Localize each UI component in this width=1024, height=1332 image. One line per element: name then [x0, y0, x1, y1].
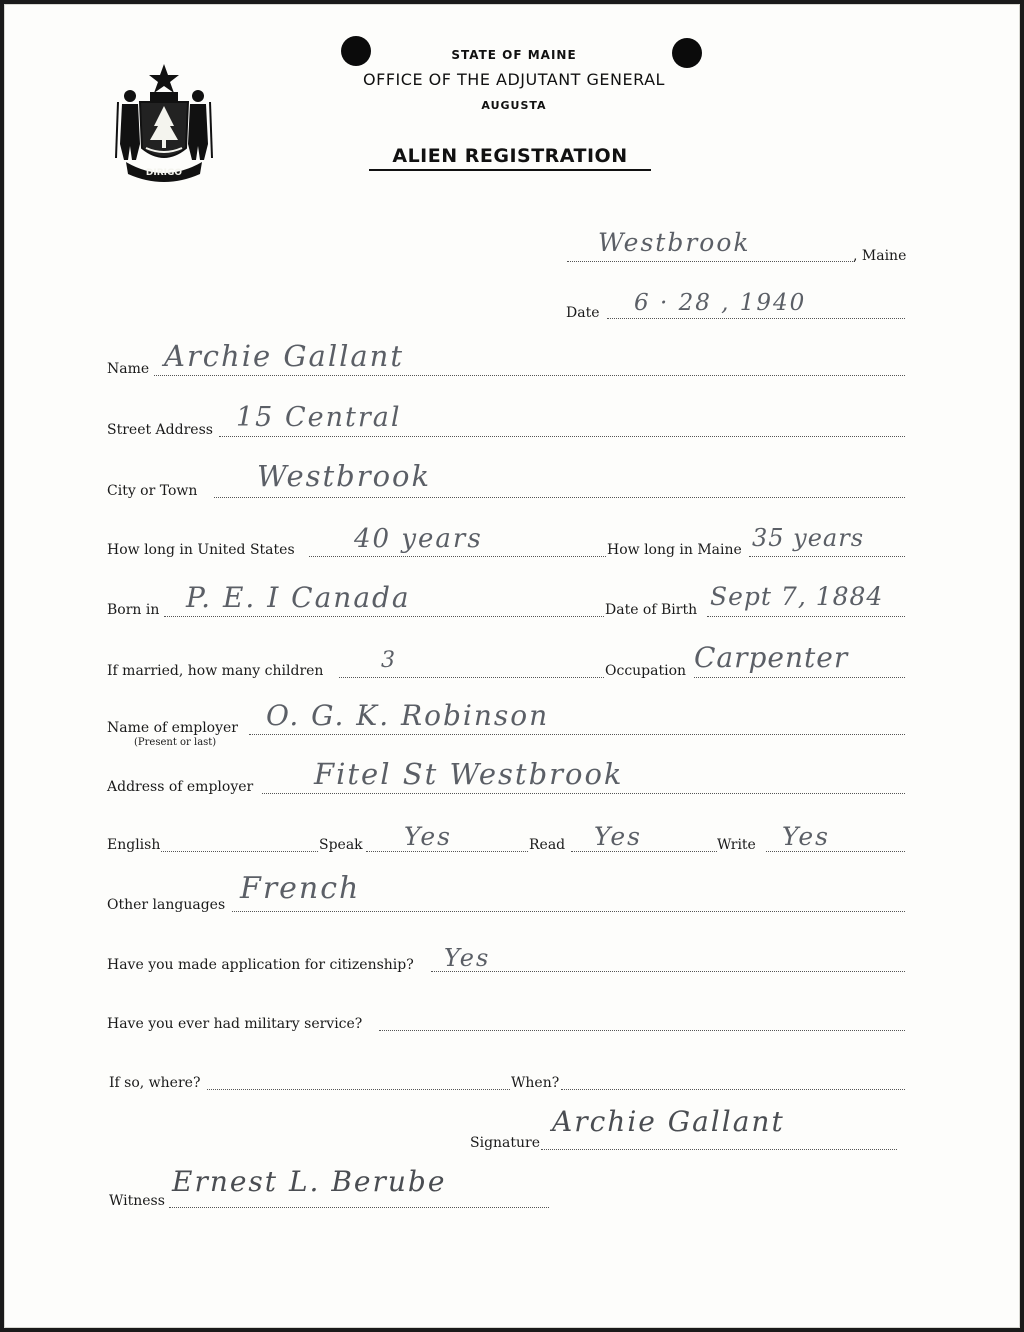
- children-line: [339, 677, 604, 678]
- employer-line: [249, 734, 905, 735]
- employer-label: Name of employer: [107, 720, 238, 736]
- city-value: Westbrook: [257, 459, 432, 493]
- read-value: Yes: [594, 822, 642, 851]
- children-label: If married, how many children: [107, 663, 324, 679]
- employer-address-line: [262, 793, 905, 794]
- dob-line: [707, 616, 905, 617]
- street-line: [219, 436, 905, 437]
- street-value: 15 Central: [236, 402, 402, 433]
- employer-address-label: Address of employer: [107, 779, 254, 795]
- other-languages-label: Other languages: [107, 897, 226, 913]
- name-value: Archie Gallant: [164, 339, 405, 373]
- occupation-label: Occupation: [605, 663, 687, 679]
- occupation-line: [694, 677, 905, 678]
- town-suffix: , Maine: [853, 248, 907, 264]
- citizenship-label: Have you made application for citizenship?: [107, 957, 414, 973]
- employer-address-value: Fitel St Westbrook: [314, 757, 624, 791]
- children-value: 3: [381, 648, 397, 673]
- signature-line: [541, 1149, 897, 1150]
- name-line: [154, 375, 905, 376]
- date-value: 6 · 28 , 1940: [634, 290, 807, 316]
- dob-label: Date of Birth: [605, 602, 698, 618]
- signature-value: Archie Gallant: [552, 1105, 785, 1138]
- speak-value: Yes: [404, 822, 452, 851]
- name-label: Name: [107, 361, 150, 377]
- street-label: Street Address: [107, 422, 213, 438]
- dob-value: Sept 7, 1884: [710, 582, 884, 611]
- when-label: When?: [511, 1075, 560, 1091]
- military-label: Have you ever had military service?: [107, 1016, 363, 1032]
- city-label: City or Town: [107, 483, 198, 499]
- maine-years-line: [749, 556, 905, 557]
- town-line: [567, 261, 855, 262]
- where-label: If so, where?: [109, 1075, 201, 1091]
- signature-label: Signature: [470, 1135, 541, 1151]
- born-label: Born in: [107, 602, 160, 618]
- other-languages-value: French: [240, 871, 361, 906]
- date-line: [607, 318, 905, 319]
- town-value: Westbrook: [598, 228, 751, 257]
- date-label: Date: [566, 305, 600, 321]
- witness-value: Ernest L. Berube: [172, 1165, 447, 1198]
- speak-label: Speak: [319, 837, 363, 853]
- employer-sublabel: (Present or last): [134, 737, 217, 748]
- occupation-value: Carpenter: [694, 641, 849, 674]
- read-line: [571, 851, 717, 852]
- speak-line: [366, 851, 528, 852]
- maine-years-value: 35 years: [752, 524, 865, 552]
- where-line: [207, 1089, 510, 1090]
- us-years-line: [309, 556, 606, 557]
- form-title: ALIEN REGISTRATION: [369, 145, 651, 171]
- state-heading: STATE OF MAINE: [451, 48, 577, 62]
- write-value: Yes: [782, 822, 830, 851]
- military-line: [379, 1030, 905, 1031]
- us-years-value: 40 years: [354, 524, 483, 554]
- english-line: [161, 851, 318, 852]
- english-label: English: [107, 837, 161, 853]
- office-heading: OFFICE OF THE ADJUTANT GENERAL: [363, 70, 665, 89]
- citizenship-value: Yes: [444, 944, 491, 972]
- us-years-label: How long in United States: [107, 542, 295, 558]
- city-line: [214, 497, 905, 498]
- maine-state-seal-icon: [112, 62, 216, 182]
- other-languages-line: [232, 911, 905, 912]
- born-line: [164, 616, 604, 617]
- maine-years-label: How long in Maine: [607, 542, 742, 558]
- employer-value: O. G. K. Robinson: [266, 699, 550, 732]
- born-value: P. E. I Canada: [186, 581, 411, 614]
- witness-label: Witness: [109, 1193, 165, 1209]
- seal-motto: DIRIGO: [145, 168, 183, 178]
- write-label: Write: [717, 837, 756, 853]
- read-label: Read: [529, 837, 566, 853]
- citizenship-line: [431, 971, 905, 972]
- registration-form-page: [4, 4, 1020, 1328]
- when-line: [561, 1089, 905, 1090]
- witness-line: [169, 1207, 549, 1208]
- write-line: [766, 851, 905, 852]
- city-heading: AUGUSTA: [481, 99, 547, 112]
